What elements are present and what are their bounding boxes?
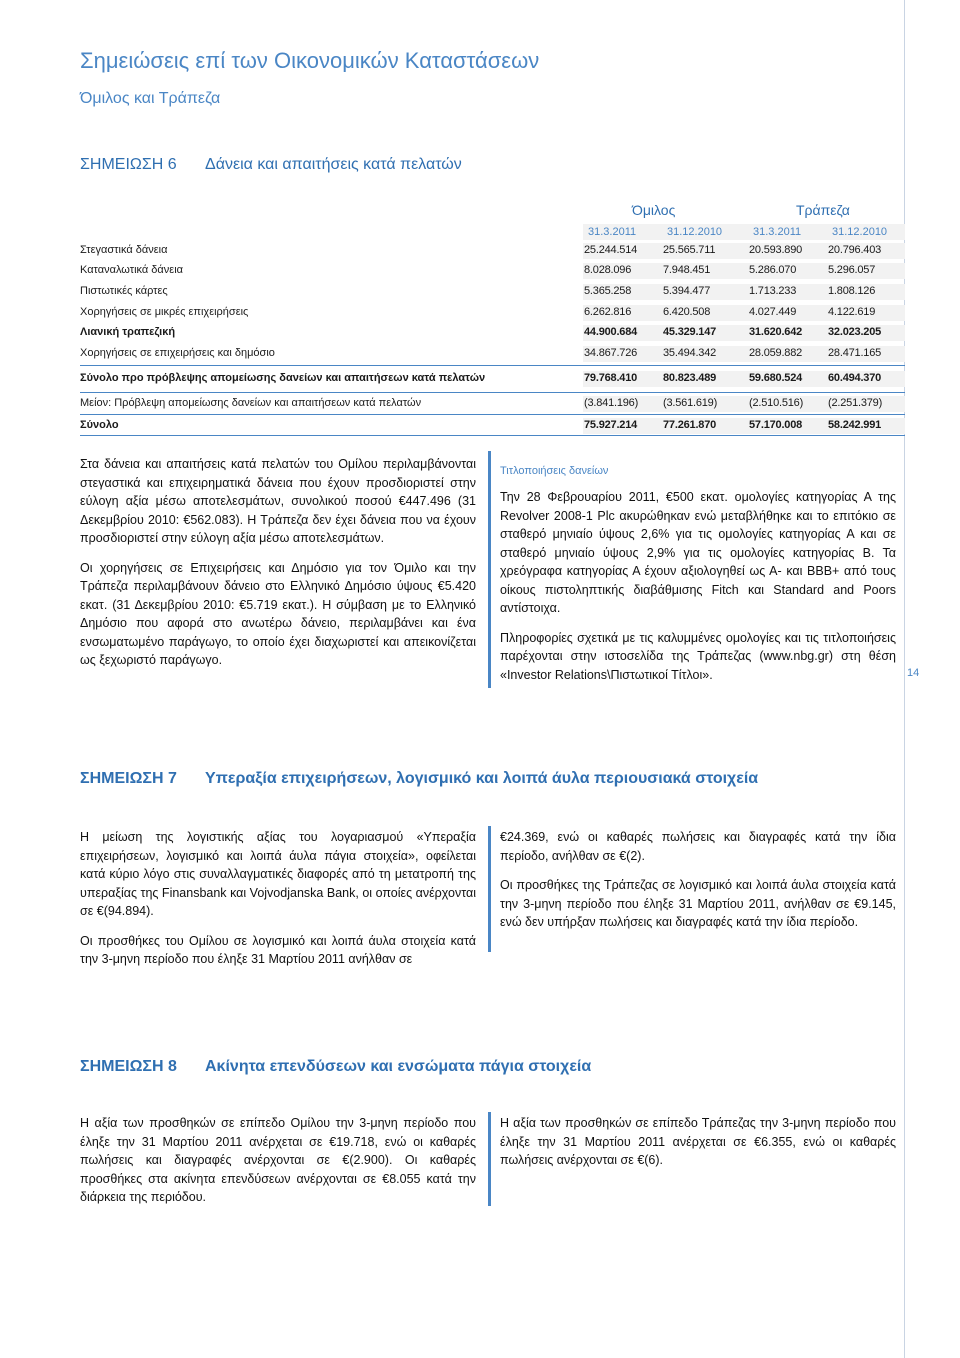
row-label: Μείον: Πρόβλεψη απομείωσης δανείων και απαιτήσεων κατά πελατών: [80, 397, 422, 409]
table-row: [80, 284, 905, 300]
date-header: 31.12.2010: [832, 226, 888, 238]
row-value: 57.170.008: [749, 419, 803, 431]
row-value: 75.927.214: [584, 419, 638, 431]
row-value: 45.329.147: [663, 326, 717, 338]
note6-title: Δάνεια και απαιτήσεις κατά πελατών: [205, 156, 462, 173]
page-number: 14: [907, 667, 920, 679]
row-value: (3.561.619): [663, 397, 718, 409]
row-value: 5.394.477: [663, 285, 711, 297]
row-label: Λιανική τραπεζική: [80, 326, 176, 338]
row-value: (3.841.196): [584, 397, 639, 409]
table-row: [80, 305, 905, 321]
row-value: 28.059.882: [749, 347, 803, 359]
page-title: Σημειώσεις επί των Οικονομικών Καταστάσεων: [80, 48, 540, 73]
row-value: 5.365.258: [584, 285, 632, 297]
table-row: [80, 325, 905, 341]
table-separator: [80, 414, 905, 415]
note8-right-text: [500, 1114, 896, 1181]
row-label: Πιστωτικές κάρτες: [80, 285, 168, 297]
paragraph: Την 28 Φεβρουαρίου 2011, €500 εκατ. ομολογίες κατηγορίας Α της Revolver 2008-1 Plc ακυρώθηκαν ενώ μεταβλήθηκε και το επιτόκιο σε σταθερό μηνιαίο ύψους 2,6% για τις ομολογίες κατηγορίας Α και σε σταθερό μηνιαίο ύψους 2,9% για τις ομολογίες κατηγορίας Β. Τα χρεόγραφα κατηγορίας Α έχουν αξιολογηθεί ως Α- και ΒΒΒ+ από τους οίκους πιστοληπτικής διαβάθμισης Fitch και Standard and Poors αντίστοιχα.: [500, 490, 896, 615]
table-separator: [80, 392, 905, 393]
row-value: 25.244.514: [584, 244, 638, 256]
row-label: Στεγαστικά δάνεια: [80, 244, 168, 256]
row-value: 58.242.991: [828, 419, 882, 431]
date-header: 31.3.2011: [753, 226, 802, 238]
paragraph: Η μείωση της λογιστικής αξίας του λογαριασμού «Υπεραξία επιχειρήσεων, λογισμικό και λοιπά άυλα πάγια στοιχεία», οφείλεται κατά κύριο λόγο στις συναλλαγματικές διαφορές από τη μετατροπή της υπεραξίας της Finansbank και Vojvodjanska Bank, οι οποίες ανέρχονται σε €(94.894).: [80, 830, 476, 918]
row-value: 44.900.684: [584, 326, 638, 338]
row-label: Χορηγήσεις σε μικρές επιχειρήσεις: [80, 306, 249, 318]
note7-left-text: [80, 828, 476, 980]
row-value: 20.593.890: [749, 244, 803, 256]
row-value: 79.768.410: [584, 372, 638, 384]
note6-left-text: [80, 455, 476, 681]
paragraph: Οι προσθήκες του Ομίλου σε λογισμικό και λοιπά άυλα στοιχεία κατά την 3-μηνη περίοδο που έληξε 31 Μαρτίου 2011 ανήλθαν σε: [80, 933, 476, 966]
row-value: 4.027.449: [749, 306, 797, 318]
note6-number: ΣΗΜΕΙΩΣΗ 6: [80, 156, 177, 173]
table-row: [80, 243, 905, 259]
paragraph: €24.369, ενώ οι καθαρές πωλήσεις και διαγραφές κατά την ίδια περίοδο, ανήλθαν σε €(2).: [500, 830, 896, 863]
note8-title: Ακίνητα επενδύσεων και ενσώματα πάγια στοιχεία: [205, 1058, 592, 1075]
table-separator: [80, 365, 905, 366]
row-value: 1.808.126: [828, 285, 876, 297]
note8-number: ΣΗΜΕΙΩΣΗ 8: [80, 1058, 177, 1075]
note6-right-text: [500, 488, 896, 695]
row-value: (2.251.379): [828, 397, 883, 409]
date-header: 31.12.2010: [667, 226, 723, 238]
row-value: (2.510.516): [749, 397, 804, 409]
row-value: 60.494.370: [828, 372, 882, 384]
row-value: 34.867.726: [584, 347, 638, 359]
section-rule: [488, 1112, 491, 1206]
row-value: 80.823.489: [663, 372, 717, 384]
page-subtitle: Όμιλος και Τράπεζα: [80, 90, 221, 107]
paragraph: Η αξία των προσθηκών σε επίπεδο Τράπεζας την 3-μηνη περίοδο που έληξε την 31 Μαρτίου 2011 ανέρχεται σε €6.355, ενώ οι καθαρές πωλήσεις ανέρχονται σε €(6).: [500, 1116, 896, 1167]
row-label: Σύνολο προ πρόβλεψης απομείωσης δανείων και απαιτήσεων κατά πελατών: [80, 372, 486, 384]
securitization-heading: Τιτλοποιήσεις δανείων: [500, 465, 609, 477]
row-value: 25.565.711: [663, 244, 716, 256]
paragraph: Οι προσθήκες της Τράπεζας σε λογισμικό και λοιπά άυλα στοιχεία κατά την 3-μηνη περίοδο που έληξε 31 Μαρτίου 2011, ανήλθαν σε €9.145, ενώ δεν υπήρξαν πωλήσεις και διαγραφές κατά την ίδια περίοδο.: [500, 878, 896, 929]
date-header: 31.3.2011: [588, 226, 637, 238]
note8-left-text: [80, 1114, 476, 1218]
row-value: 32.023.205: [828, 326, 882, 338]
paragraph: Πληροφορίες σχετικά με τις καλυμμένες ομολογίες και τις τιτλοποιήσεις παρέχονται στην ιστοσελίδα της Τράπεζας (www.nbg.gr) στη θέση «Investor Relations\Πιστωτικοί Τίτλοι».: [500, 630, 896, 682]
note7-number: ΣΗΜΕΙΩΣΗ 7: [80, 770, 177, 787]
row-value: 5.286.070: [749, 264, 797, 276]
table-row: [80, 346, 905, 362]
row-value: 4.122.619: [828, 306, 876, 318]
table-separator: [80, 435, 905, 436]
group-header-omilos: Όμιλος: [632, 202, 676, 218]
note7-right-text: [500, 828, 896, 943]
paragraph: Η αξία των προσθηκών σε επίπεδο Ομίλου την 3-μηνη περίοδο που έληξε την 31 Μαρτίου 2011 ανέρχεται σε €19.718, ενώ οι καθαρές πωλήσεις και διαγραφές ανέρχονται σε €(2.900). Οι καθαρές προσθήκες στα ακίνητα επενδύσεων ανέρχονται σε €8.055 κατά την διάρκεια της περιόδου.: [80, 1116, 476, 1204]
table-row: [80, 418, 905, 434]
table-row: [80, 396, 905, 412]
row-value: 20.796.403: [828, 244, 882, 256]
paragraph: Οι χορηγήσεις σε Επιχειρήσεις και Δημόσιο για τον Όμιλο και την Τράπεζα περιλαμβάνουν δάνειο στο Ελληνικό Δημόσιο ύψους €5.420 εκατ. (31 Δεκεμβρίου 2010: €5.719 εκατ.). Η σύμβαση με το Ελληνικό Δημόσιο που αφορά στο ανωτέρω δάνειο, περιλαμβάνει και ένα ενσωματωμένο παράγωγο, το οποίο έχει διαχωριστεί και απεικονίζεται ως ξεχωριστό παράγωγο.: [80, 560, 476, 667]
section-rule: [488, 451, 491, 688]
group-header-trapeza: Τράπεζα: [796, 202, 850, 218]
row-value: 6.262.816: [584, 306, 632, 318]
table-row: [80, 371, 905, 387]
paragraph: Στα δάνεια και απαιτήσεις κατά πελατών του Ομίλου περιλαμβάνονται στεγαστικά και επιχειρηματικά δάνεια που έχουν προσδιοριστεί στην εύλογη αξία μέσω αποτελεσμάτων, συνολικού ποσού €447.496 (31 Δεκεμβρίου 2010: €562.083). Η Τράπεζα δεν έχει δάνεια που να έχουν προσδιοριστεί στην εύλογη αξία μέσω αποτελεσμάτων.: [80, 457, 476, 545]
row-value: 6.420.508: [663, 306, 711, 318]
row-value: 59.680.524: [749, 372, 803, 384]
row-value: 5.296.057: [828, 264, 876, 276]
note7-title: Υπεραξία επιχειρήσεων, λογισμικό και λοιπά άυλα περιουσιακά στοιχεία: [205, 770, 759, 787]
row-label: Χορηγήσεις σε επιχειρήσεις και δημόσιο: [80, 347, 275, 359]
row-value: 8.028.096: [584, 264, 632, 276]
row-value: 28.471.165: [828, 347, 882, 359]
row-label: Καταναλωτικά δάνεια: [80, 264, 183, 276]
margin-rule: [904, 0, 905, 1358]
table-row: [80, 263, 905, 279]
row-value: 1.713.233: [749, 285, 797, 297]
row-value: 35.494.342: [663, 347, 717, 359]
row-value: 7.948.451: [663, 264, 711, 276]
section-rule: [488, 826, 491, 952]
row-value: 31.620.642: [749, 326, 803, 338]
row-value: 77.261.870: [663, 419, 717, 431]
row-label: Σύνολο: [80, 419, 119, 431]
